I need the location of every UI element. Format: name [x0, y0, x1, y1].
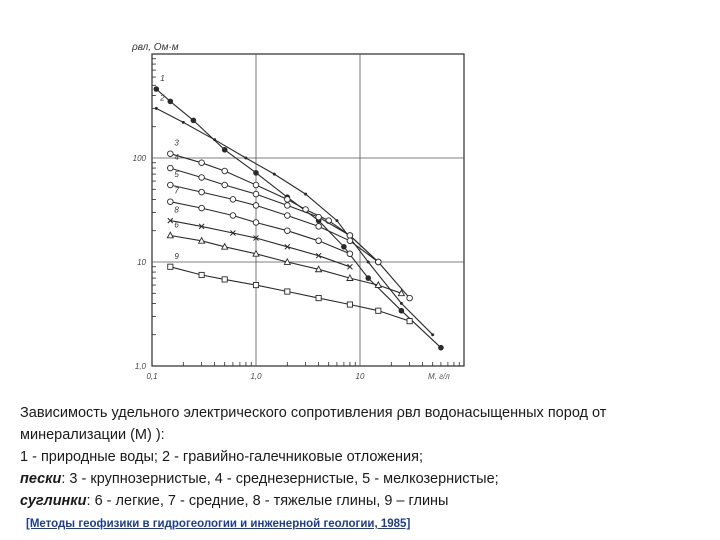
- y-tick-label: 100: [132, 154, 146, 163]
- data-point: [399, 308, 405, 314]
- data-point: [199, 272, 204, 277]
- data-point: [347, 251, 353, 257]
- data-point: [376, 308, 381, 313]
- data-point: [376, 259, 382, 265]
- data-point: [222, 147, 228, 153]
- caption-source-line: [26, 512, 716, 535]
- data-point: [285, 228, 291, 234]
- data-point: [168, 264, 173, 269]
- data-point: [407, 319, 412, 324]
- x-tick-label: 1,0: [250, 372, 262, 381]
- y-tick-label: 1,0: [134, 362, 146, 371]
- data-point: [155, 107, 158, 110]
- series-label-8: 8: [174, 205, 179, 215]
- series-label-1: 1: [160, 74, 165, 84]
- data-point: [253, 203, 259, 209]
- data-point: [168, 151, 174, 157]
- data-point: [341, 244, 347, 250]
- data-point: [222, 168, 228, 174]
- data-point: [191, 118, 197, 124]
- data-point: [285, 289, 290, 294]
- data-point: [407, 295, 413, 301]
- data-point: [431, 333, 434, 336]
- data-point: [168, 165, 174, 171]
- caption-line-5: [20, 490, 716, 512]
- x-axis-label: M, г/л: [428, 372, 450, 381]
- caption-sands-text: : 3 - крупнозернистые, 4 - среднезернистые, 5 - мелкозернистые;: [61, 471, 499, 487]
- series-line-1: [156, 89, 441, 348]
- data-point: [253, 170, 259, 176]
- data-point: [168, 99, 174, 105]
- data-point: [400, 302, 403, 305]
- y-tick-label: 10: [137, 258, 146, 267]
- x-tick-label: 10: [355, 372, 365, 381]
- data-point: [222, 182, 228, 188]
- data-point: [253, 220, 259, 226]
- data-point: [154, 86, 160, 92]
- data-point: [335, 219, 338, 222]
- series-line-4: [170, 168, 378, 262]
- data-point: [316, 214, 322, 220]
- data-point: [273, 173, 276, 176]
- series-label-9: 9: [174, 251, 179, 261]
- series-line-8: [170, 221, 350, 267]
- data-point: [244, 157, 247, 160]
- caption-line-3: 1 - природные воды; 2 - гравийно-галечниковые отложения;: [20, 449, 424, 465]
- series-7: [168, 187, 353, 257]
- series-8: [168, 206, 353, 270]
- data-point: [199, 160, 205, 166]
- data-point: [438, 345, 444, 351]
- data-point: [199, 175, 205, 181]
- data-point: [316, 295, 321, 300]
- data-point: [168, 182, 174, 188]
- series-label-7: 7: [174, 186, 179, 196]
- data-point: [199, 189, 205, 195]
- data-point: [182, 121, 185, 124]
- y-axis-label: ρвл, Ом·м: [132, 42, 179, 53]
- source-reference[interactable]: [Методы геофизики в гидрогеологии и инженерной геологии, 1985]: [26, 518, 411, 530]
- data-point: [253, 282, 258, 287]
- data-point: [285, 203, 291, 209]
- data-point: [316, 224, 322, 230]
- data-point: [304, 193, 307, 196]
- series-line-3: [170, 154, 409, 298]
- series-label-4: 4: [174, 153, 179, 163]
- series-1: [154, 74, 444, 350]
- caption-line-4: [20, 468, 716, 490]
- x-tick-label: 0,1: [146, 372, 158, 381]
- series-5: [168, 170, 382, 265]
- series-label-2: 2: [160, 93, 165, 103]
- data-point: [253, 191, 259, 197]
- data-point: [347, 233, 353, 239]
- caption-term-loams: суглинки: [20, 493, 87, 509]
- series-2: [155, 93, 434, 336]
- data-point: [367, 261, 370, 264]
- data-point: [230, 197, 236, 203]
- data-point: [316, 238, 322, 244]
- data-point: [285, 197, 291, 203]
- data-point: [168, 199, 174, 205]
- data-point: [213, 138, 216, 141]
- data-point: [199, 205, 205, 211]
- data-point: [253, 182, 259, 188]
- caption-loams-text: : 6 - легкие, 7 - средние, 8 - тяжелые глины, 9 – глины: [86, 493, 449, 509]
- data-point: [347, 238, 353, 244]
- data-point: [347, 302, 352, 307]
- series-label-6: 6: [174, 220, 179, 230]
- data-point: [222, 277, 227, 282]
- data-point: [365, 275, 371, 281]
- data-point: [230, 213, 236, 219]
- data-point: [167, 232, 173, 238]
- series-label-3: 3: [174, 138, 179, 148]
- series-label-5: 5: [174, 170, 179, 180]
- figure-caption: [20, 402, 716, 535]
- caption-line-2: минерализации (М) ):: [20, 427, 165, 443]
- caption-line-1: Зависимость удельного электрического сопротивления ρвл водонасыщенных пород от: [20, 405, 607, 421]
- caption-term-sands: пески: [20, 471, 62, 487]
- data-point: [285, 213, 291, 219]
